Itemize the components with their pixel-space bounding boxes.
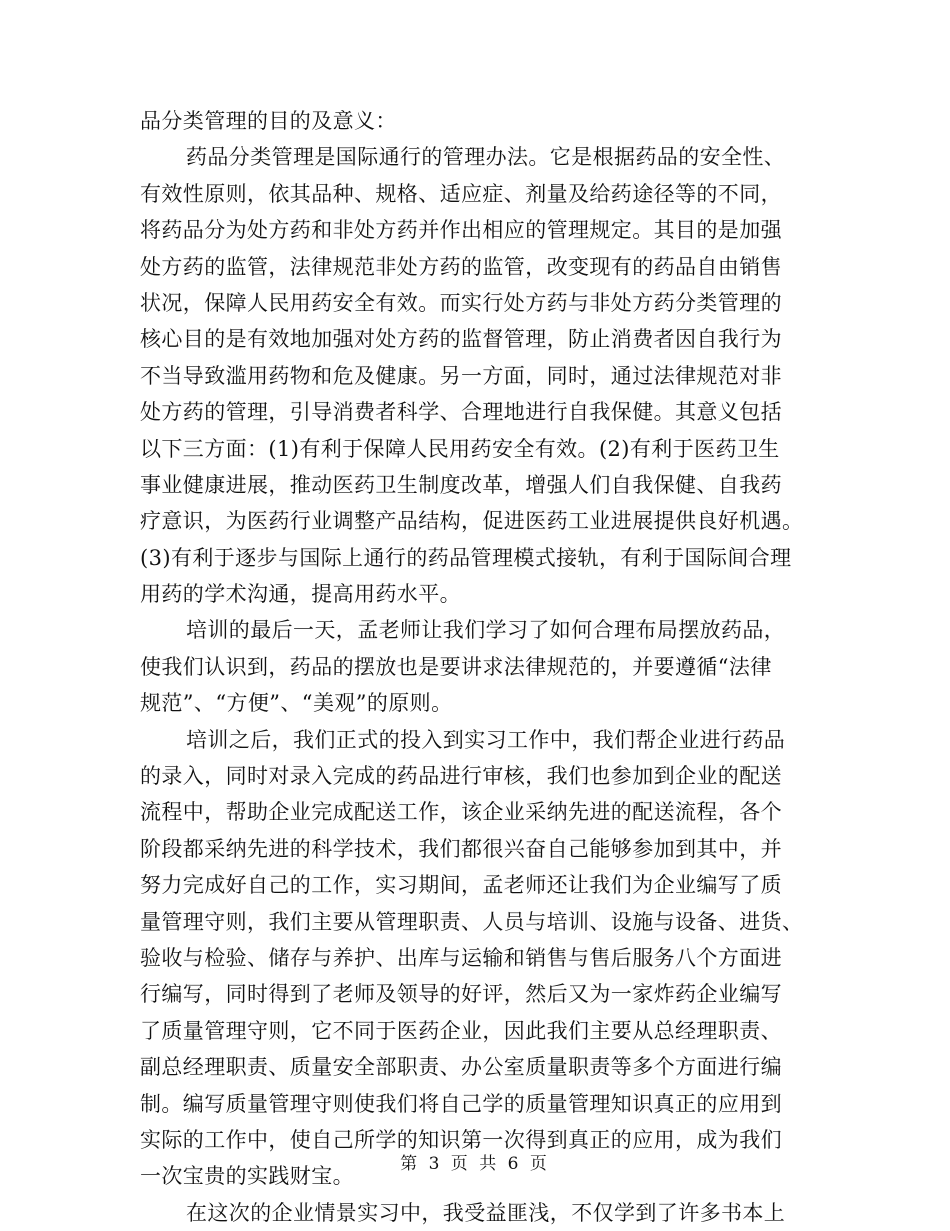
text-line: 验收与检验、储存与养护、出库与运输和销售与售后服务八个方面进 <box>140 945 782 970</box>
text-line: 培训之后，我们正式的投入到实习工作中，我们帮企业进行药品 <box>186 727 786 752</box>
text-line: 疗意识，为医药行业调整产品结构，促进医药工业进展提供良好机遇。 <box>140 509 804 534</box>
text-line: 副总经理职责、质量安全部职责、办公室质量职责等多个方面进行编 <box>140 1055 782 1080</box>
paragraph <box>140 722 805 1195</box>
text-line: 用药的学术沟通，提高用药水平。 <box>140 582 461 607</box>
text-line: 制。编写质量管理守则使我们将自己学的质量管理知识真正的应用到 <box>140 1091 782 1116</box>
text-line: 培训的最后一天，孟老师让我们学习了如何合理布局摆放药品， <box>186 618 786 643</box>
text-line: 使我们认识到，药品的摆放也是要讲求法律规范的，并要遵循“法律 <box>140 654 772 679</box>
text-line: 将药品分为处方药和非处方药并作出相应的管理规定。其目的是加强 <box>140 218 782 243</box>
paragraph <box>140 612 805 721</box>
text-line: 药品分类管理是国际通行的管理办法。它是根据药品的安全性、 <box>186 145 786 170</box>
text-line: 了质量管理守则，它不同于医药企业，因此我们主要从总经理职责、 <box>140 1018 782 1043</box>
text-line: 规范”、“方便”、“美观”的原则。 <box>140 691 453 716</box>
text-line: 流程中，帮助企业完成配送工作，该企业采纳先进的配送流程，各个 <box>140 800 782 825</box>
text-line: 一次宝贵的实践财宝。 <box>140 1164 354 1189</box>
text-line: (3)有利于逐步与国际上通行的药品管理模式接轨，有利于国际间合理 <box>140 545 792 570</box>
page-footer: 第 3 页 共 6 页 <box>400 1154 550 1174</box>
text-line: 努力完成好自己的工作，实习期间，孟老师还让我们为企业编写了质 <box>140 873 782 898</box>
text-line: 核心目的是有效地加强对处方药的监督管理，防止消费者因自我行为 <box>140 327 782 352</box>
paragraph <box>140 139 805 612</box>
text-line: 的录入，同时对录入完成的药品进行审核，我们也参加到企业的配送 <box>140 764 782 789</box>
text-line: 在这次的企业情景实习中，我受益匪浅，不仅学到了许多书本上 <box>186 1200 786 1225</box>
paragraph <box>140 1195 805 1231</box>
text-line: 品分类管理的目的及意义： <box>140 109 397 133</box>
text-line: 实际的工作中，使自己所学的知识第一次得到真正的应用，成为我们 <box>140 1127 782 1152</box>
document-body <box>140 103 805 1231</box>
text-line: 量管理守则，我们主要从管理职责、人员与培训、设施与设备、进货、 <box>140 909 804 934</box>
text-line: 处方药的监管，法律规范非处方药的监管，改变现有的药品自由销售 <box>140 254 782 279</box>
text-line: 以下三方面：(1)有利于保障人民用药安全有效。(2)有利于医药卫生 <box>140 436 780 461</box>
text-line: 处方药的管理，引导消费者科学、合理地进行自我保健。其意义包括 <box>140 400 782 425</box>
paragraph <box>140 103 805 139</box>
text-line: 行编写，同时得到了老师及领导的好评，然后又为一家炸药企业编写 <box>140 982 782 1007</box>
text-line: 阶段都采纳先进的科学技术，我们都很兴奋自己能够参加到其中，并 <box>140 836 782 861</box>
text-line: 状况，保障人民用药安全有效。而实行处方药与非处方药分类管理的 <box>140 290 782 315</box>
text-line: 事业健康进展，推动医药卫生制度改革，增强人们自我保健、自我药 <box>140 472 782 497</box>
text-line: 有效性原则，依其品种、规格、适应症、剂量及给药途径等的不同， <box>140 181 782 206</box>
text-line: 不当导致滥用药物和危及健康。另一方面，同时，通过法律规范对非 <box>140 363 782 388</box>
